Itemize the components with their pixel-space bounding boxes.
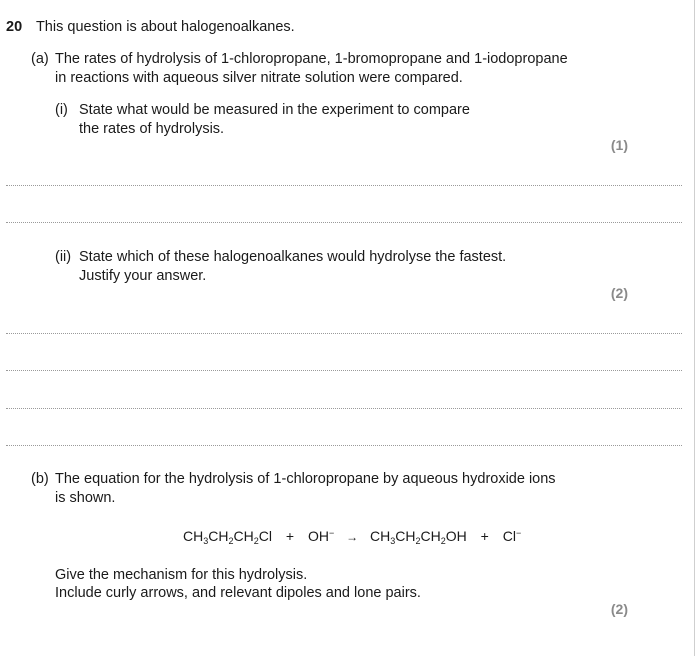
sub-i-text-line1: State what would be measured in the experiment to compare <box>79 102 470 118</box>
answer-line[interactable] <box>6 445 682 446</box>
plus-sign: + <box>285 528 295 544</box>
sub-ii-text-line2: Justify your answer. <box>79 268 207 284</box>
part-b-text-line2: is shown. <box>55 490 116 506</box>
question-intro: This question is about halogenoalkanes. <box>35 19 295 35</box>
part-b-text-line1: The equation for the hydrolysis of 1-chloropropane by aqueous hydroxide ions <box>55 471 556 487</box>
product-chloride: Cl− <box>502 528 522 544</box>
answer-line[interactable] <box>6 370 682 371</box>
part-a-label: (a) <box>31 51 49 67</box>
hydrolysis-equation <box>183 527 521 547</box>
plus-sign: + <box>480 528 489 544</box>
sub-ii-label: (ii) <box>55 249 72 265</box>
sub-ii-text-line1: State which of these halogenoalkanes would hydrolyse the fastest. <box>79 249 507 265</box>
part-b-instruction-line2: Include curly arrows, and relevant dipoles and lone pairs. <box>55 585 421 601</box>
part-b-marks: (2) <box>610 601 628 617</box>
part-b-label: (b) <box>31 471 49 487</box>
answer-line[interactable] <box>6 222 682 223</box>
reactant-hydroxide: OH− <box>307 528 335 544</box>
sub-i-text-line2: the rates of hydrolysis. <box>79 121 225 137</box>
question-header <box>6 18 295 37</box>
question-number: 20 <box>6 19 23 35</box>
sub-i-label: (i) <box>55 102 68 118</box>
reaction-arrow: → <box>346 530 359 544</box>
answer-line[interactable] <box>6 408 682 409</box>
product-propanol: $CH_3CH_2CH_2OH$ <box>370 528 467 546</box>
reactant-chloropropane: $CH_3CH_2CH_2Cl$ <box>183 528 272 546</box>
part-b-instruction-line1: Give the mechanism for this hydrolysis. <box>55 567 308 583</box>
part-a-text-line2: in reactions with aqueous silver nitrate solution were compared. <box>55 70 463 86</box>
answer-line[interactable] <box>6 185 682 186</box>
part-a-text-line1: The rates of hydrolysis of 1-chloropropane, 1-bromopropane and 1-iodopropane <box>55 51 568 67</box>
sub-ii-marks: (2) <box>610 285 628 301</box>
sub-i-marks: (1) <box>610 137 628 153</box>
answer-line[interactable] <box>6 333 682 334</box>
